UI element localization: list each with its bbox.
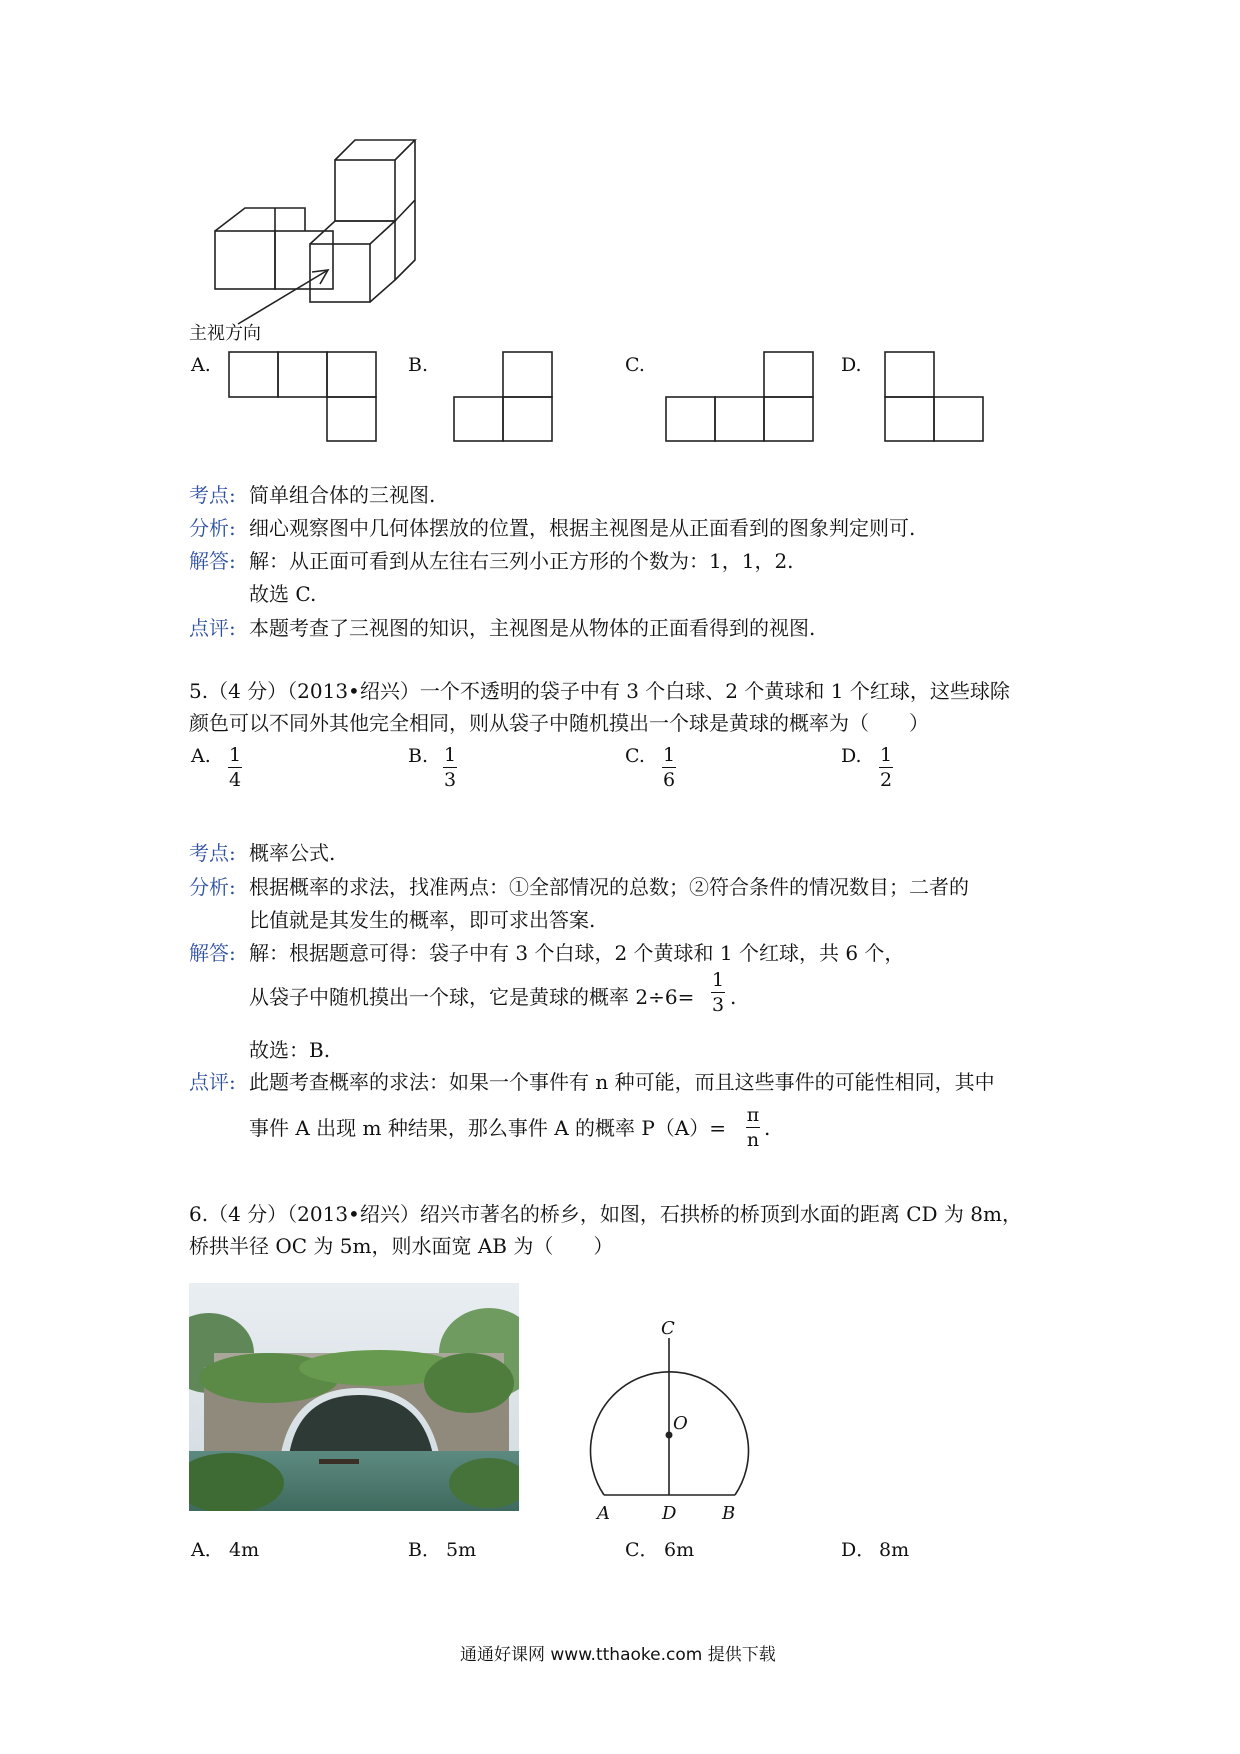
q4-jieda-label: 解答:	[189, 549, 236, 573]
label-b: B	[722, 1503, 736, 1524]
q5-dianping-period: .	[764, 1116, 771, 1140]
q6-option-c-key: C．	[625, 1539, 659, 1561]
q5-stem-line2: 颜色可以不同外其他完全相同，则从袋子中随机摸出一个球是黄球的概率为（ ）	[189, 711, 929, 735]
q5-option-a-denominator: 4	[228, 769, 242, 791]
q5-option-c-key: C.	[625, 745, 645, 767]
q5-dianping-numerator: π	[746, 1104, 760, 1126]
q5-jieda-period: .	[730, 985, 737, 1009]
q6-option-b-value: 5m	[446, 1539, 477, 1561]
q4-kaodian-text: 简单组合体的三视图.	[249, 483, 436, 507]
q5-jieda-denominator: 3	[711, 994, 725, 1016]
q6-stem-line2: 桥拱半径 OC 为 5m，则水面宽 AB 为（ ）	[189, 1234, 614, 1258]
q5-jieda-numerator: 1	[711, 969, 725, 991]
q5-option-d-denominator: 2	[879, 769, 893, 791]
q6-option-b-key: B．	[408, 1539, 441, 1561]
q5-option-d-key: D.	[841, 745, 862, 767]
q5-fenxi-label: 分析:	[189, 875, 236, 899]
q5-option-b-denominator: 3	[443, 769, 457, 791]
q4-option-d-key: D.	[841, 354, 862, 376]
q5-option-c-denominator: 6	[662, 769, 676, 791]
q4-jieda-conclusion: 故选 C.	[249, 582, 317, 606]
label-o: O	[673, 1413, 688, 1434]
q6-option-d-key: D．	[841, 1539, 876, 1561]
q4-fenxi-label: 分析:	[189, 516, 236, 540]
label-d: D	[662, 1503, 677, 1524]
q5-jieda-line2: 从袋子中随机摸出一个球，它是黄球的概率 2÷6=	[249, 985, 695, 1009]
q5-dianping-denominator: n	[746, 1129, 760, 1151]
center-point	[666, 1432, 673, 1439]
label-c: C	[661, 1318, 675, 1339]
footer-download-note: 通通好课网 www.tthaoke.com 提供下载	[460, 1645, 776, 1665]
q5-option-a-key: A.	[191, 745, 211, 767]
q6-option-d-value: 8m	[879, 1539, 910, 1561]
q5-stem-line1: 5.（4 分）（2013•绍兴）一个不透明的袋子中有 3 个白球、2 个黄球和 1 个红球，这些球除	[189, 679, 1010, 703]
q4-dianping-text: 本题考查了三视图的知识，主视图是从物体的正面看得到的视图.	[249, 616, 816, 640]
q6-stem-line1: 6.（4 分）（2013•绍兴）绍兴市著名的桥乡，如图，石拱桥的桥顶到水面的距离 CD 为 8m，	[189, 1202, 1022, 1226]
q5-option-c-numerator: 1	[662, 744, 676, 766]
q5-kaodian-label: 考点:	[189, 841, 236, 865]
q4-dianping-label: 点评:	[189, 616, 236, 640]
q5-dianping-line2: 事件 A 出现 m 种结果，那么事件 A 的概率 P（A）=	[249, 1116, 727, 1140]
q4-option-a-key: A.	[191, 354, 211, 376]
q6-option-a-key: A．	[191, 1539, 224, 1561]
label-a: A	[597, 1503, 610, 1524]
q5-jieda-line3: 故选：B.	[249, 1038, 331, 1062]
q5-dianping-line1: 此题考查概率的求法：如果一个事件有 n 种可能，而且这些事件的可能性相同，其中	[249, 1070, 995, 1094]
q5-fenxi-line1: 根据概率的求法，找准两点：①全部情况的总数；②符合条件的情况数目；二者的	[249, 875, 969, 899]
q5-option-d-numerator: 1	[879, 744, 893, 766]
q5-fenxi-line2: 比值就是其发生的概率，即可求出答案.	[249, 908, 596, 932]
q5-option-a-numerator: 1	[228, 744, 242, 766]
q5-kaodian-text: 概率公式.	[249, 841, 336, 865]
q5-jieda-label: 解答:	[189, 941, 236, 965]
q5-option-b-numerator: 1	[443, 744, 457, 766]
q5-option-b-key: B.	[408, 745, 429, 767]
q4-option-b-key: B.	[408, 354, 429, 376]
q5-dianping-label: 点评:	[189, 1070, 236, 1094]
view-direction-label: 主视方向	[189, 323, 261, 344]
q4-option-c-key: C.	[625, 354, 645, 376]
q5-jieda-line1: 解：根据题意可得：袋子中有 3 个白球，2 个黄球和 1 个红球，共 6 个，	[249, 941, 905, 965]
q4-jieda-text: 解：从正面可看到从左往右三列小正方形的个数为：1，1，2.	[249, 549, 794, 573]
q4-fenxi-text: 细心观察图中几何体摆放的位置，根据主视图是从正面看到的图象判定则可.	[249, 516, 916, 540]
q6-option-c-value: 6m	[664, 1539, 695, 1561]
q4-kaodian-label: 考点:	[189, 483, 236, 507]
q6-option-a-value: 4m	[229, 1539, 260, 1561]
